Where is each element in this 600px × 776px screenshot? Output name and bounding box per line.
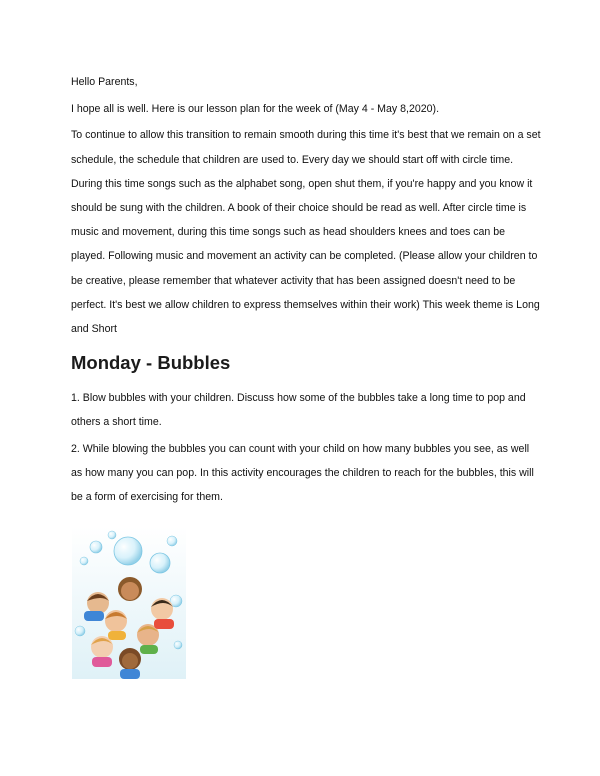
children-bubbles-image [72,527,186,679]
intro-paragraph: I hope all is well. Here is our lesson plan for the week of (May 4 - May 8,2020). [71,103,440,116]
greeting: Hello Parents, [71,76,138,88]
letter-page [71,70,541,511]
body-paragraph: To continue to allow this transition to remain smooth during this time it's best that we remain on a set schedule, the schedule that children are used to. Every day we should start off with circle time. During this time songs such as the alphabet song, open shut them, if you're happy and you know it should be sung with the children. A book of their choice should be read as well. After circle time is music and movement, during this time songs such as head shoulders knees and toes can be played. Following music and movement an activity can be completed. (Please allow your children to be creative, please remember that whatever activity that has been assigned doesn't need to be perfect. It's best we allow children to express themselves within their work) This week theme is Long and Short [71,129,541,336]
activity-1: 1. Blow bubbles with your children. Discuss how some of the bubbles take a long time to pop and others a short time. [71,392,526,429]
monday-heading: Monday - Bubbles [71,352,231,374]
activity-2: 2. While blowing the bubbles you can count with your child on how many bubbles you see, as well as how many you can pop. In this activity encourages the children to reach for the bubbles, this will be a form of exercising for them. [71,442,534,504]
